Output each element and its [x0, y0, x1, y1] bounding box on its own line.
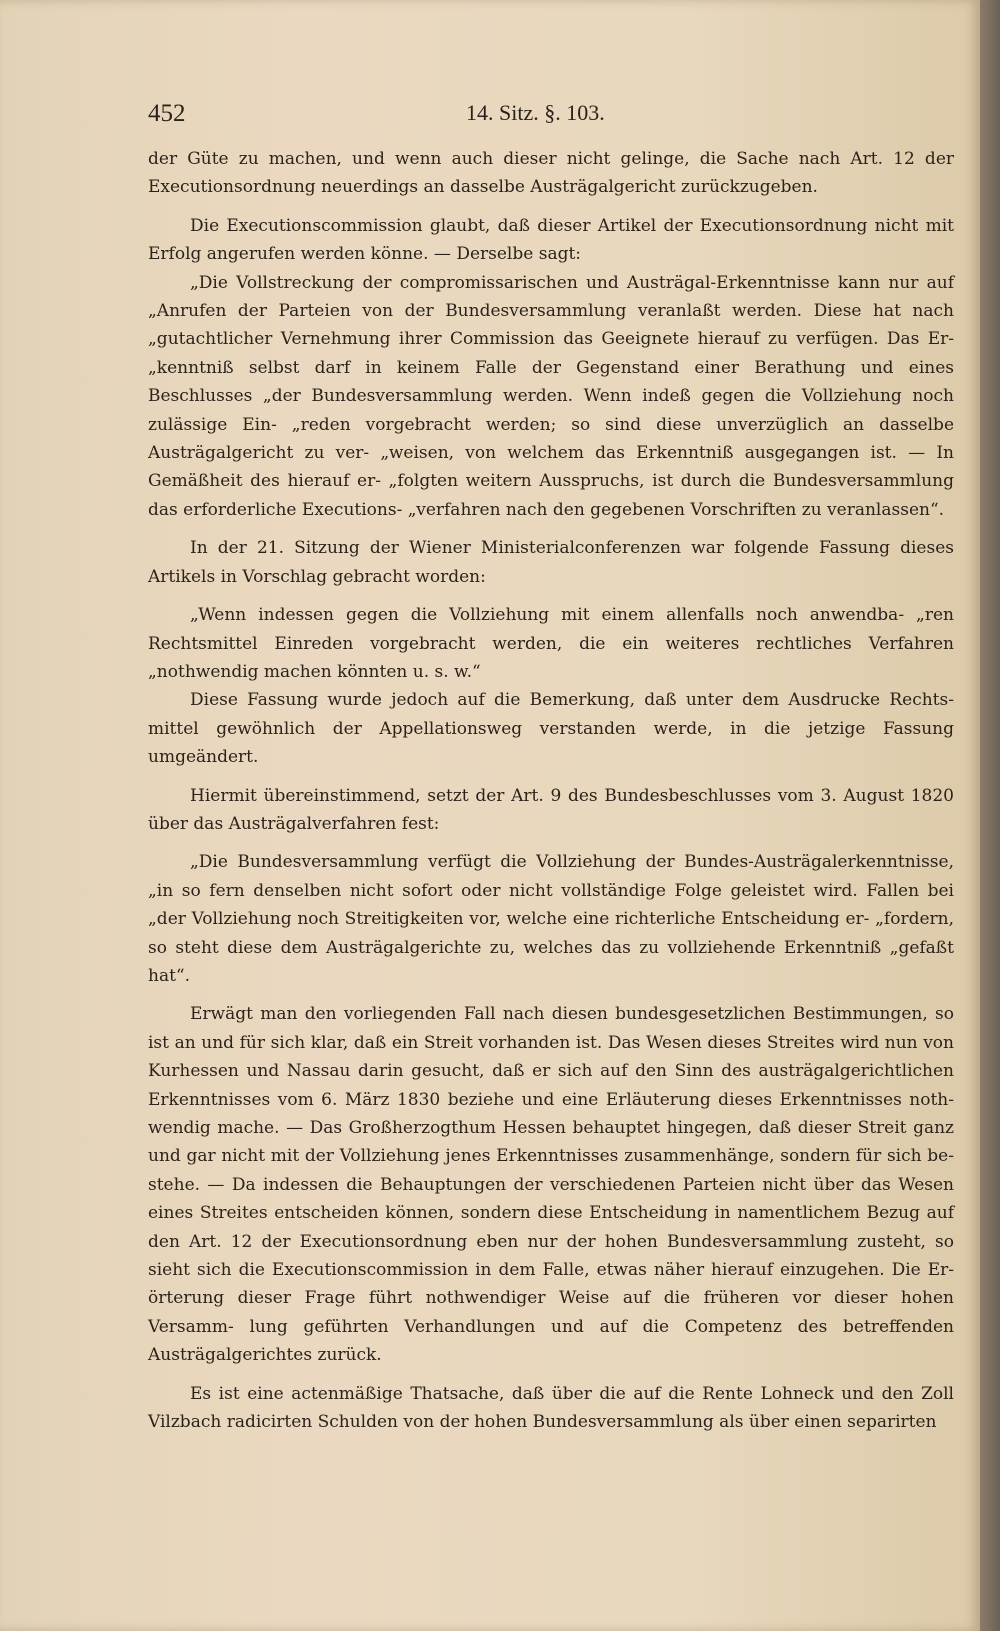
quote-paragraph: „Wenn indessen gegen die Vollziehung mit einem allenfalls noch anwendba- „ren Rechtsmittel Einreden vorgebracht werden, die ein weiteres rechtliches Verfahren „nothwendig machen könnten u. s. w.“ [148, 605, 954, 682]
running-head: 14. Sitz. §. 103. [466, 100, 605, 125]
book-edge [980, 0, 1000, 1631]
quote-paragraph: „Die Vollstreckung der compromissarischen und Austrägal-Erkenntnisse kann nur auf „Anrufen der Parteien von der Bundesversammlung veranlaßt werden. Diese hat nach „gutachtlicher Vernehmung ihrer Commission das Geeignete hierauf zu verfügen. Das Er- „kenntniß selbst darf in keinem Falle der Gegenstand einer Berathung und eines Beschlusses „der Bundesversammlung werden. Wenn indeß gegen die Vollziehung noch zulässige Ein- „reden vorgebracht werden; so sind diese unverzüglich an dasselbe Austrägalgericht zu ver- „weisen, von welchem das Erkenntniß ausgegangen ist. — In Gemäßheit des hierauf er- „folgten weitern Ausspruchs, ist durch die Bundesversammlung das erforderliche Executions- „verfahren nach den gegebenen Vorschriften zu veranlassen“. [148, 272, 954, 520]
paragraph: Hiermit übereinstimmend, setzt der Art. 9 des Bundesbeschlusses vom 3. August 1820 über das Austrägalverfahren fest: [148, 785, 954, 834]
paragraph: In der 21. Sitzung der Wiener Ministerialconferenzen war folgende Fassung dieses Artikels in Vorschlag gebracht worden: [148, 538, 954, 587]
paragraph: Erwägt man den vorliegenden Fall nach diesen bundesgesetzlichen Bestimmungen, so ist an und für sich klar, daß ein Streit vorhanden ist. Das Wesen dieses Streites wird nun von Kurhessen und Nassau darin gesucht, daß er sich auf den Sinn des austrägalgerichtlichen Erkenntnisses vom 6. März 1830 beziehe und eine Erläuterung dieses Erkenntnisses noth- wendig mache. — Das Großherzogthum Hessen behauptet hingegen, daß dieser Streit ganz und gar nicht mit der Vollziehung jenes Erkenntnisses zusammenhänge, sondern für sich be- stehe. — Da indessen die Behauptungen der verschiedenen Parteien nicht über das Wesen eines Streites entscheiden können, sondern diese Entscheidung in namentlichem Bezug auf den Art. 12 der Executionsordnung eben nur der hohen Bundesversammlung zusteht, so sieht sich die Executionscommission in dem Falle, etwas näher hierauf einzugehen. Die Er- örterung dieser Frage führt nothwendiger Weise auf die früheren vor dieser hohen Versamm- lung geführten Verhandlungen und auf die Competenz des betreffenden Austrägalgerichtes zurück. [148, 1004, 954, 1366]
quote-paragraph: „Die Bundesversammlung verfügt die Vollziehung der Bundes-Austrägalerkenntnisse, „in so fern denselben nicht sofort oder nicht vollständige Folge geleistet wird. Fallen bei „der Vollziehung noch Streitigkeiten vor, welche eine richterliche Entscheidung er- „fordern, so steht diese dem Austrägalgerichte zu, welches das zu vollziehende Erkenntniß „gefaßt hat“. [148, 852, 954, 986]
paragraph: Diese Fassung wurde jedoch auf die Bemerkung, daß unter dem Ausdrucke Rechts- mittel gewöhnlich der Appellationsweg verstanden werde, in die jetzige Fassung umgeändert. [148, 690, 954, 768]
paragraph: Die Executionscommission glaubt, daß dieser Artikel der Executionsordnung nicht mit Erfolg angerufen werden könne. — Derselbe sagt: [148, 215, 954, 265]
page-header [148, 98, 948, 134]
body-text [148, 145, 954, 1436]
paragraph: Es ist eine actenmäßige Thatsache, daß über die auf die Rente Lohneck und den Zoll Vilzbach radicirten Schulden von der hohen Bundesversammlung als über einen separirten [148, 1383, 954, 1433]
page-number: 452 [148, 100, 186, 127]
paragraph: der Güte zu machen, und wenn auch dieser nicht gelinge, die Sache nach Art. 12 der Executionsordnung neuerdings an dasselbe Austrägalgericht zurückzugeben. [148, 149, 954, 198]
